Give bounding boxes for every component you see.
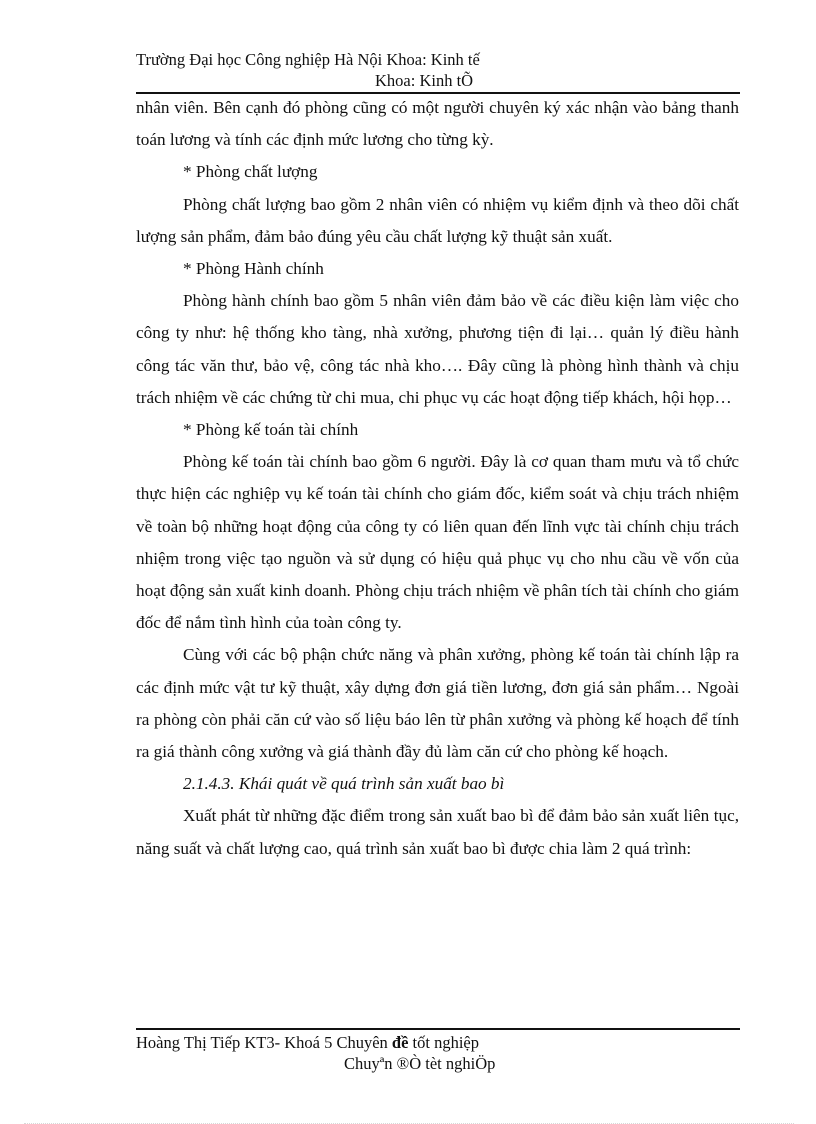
paragraph-continuation: nhân viên. Bên cạnh đó phòng cũng có một người chuyên ký xác nhận vào bảng thanh toán lương và tính các định mức lương cho từng kỳ. (136, 98, 739, 150)
footer-author (136, 1033, 479, 1053)
document-body (136, 92, 739, 865)
subheading-finance-dept: * Phòng kế toán tài chính (183, 420, 359, 440)
header-university: Trường Đại học Công nghiệp Hà Nội Khoa: Kinh tế (136, 50, 480, 69)
paragraph-quality-dept: Phòng chất lượng bao gồm 2 nhân viên có nhiệm vụ kiểm định và theo dõi chất lượng sản phẩm, đảm bảo đúng yêu cầu chất lượng kỹ thuật sản xuất. (136, 194, 739, 246)
paragraph-production-process: Xuất phát từ những đặc điểm trong sản xuất bao bì để đảm bảo sản xuất liên tục, năng suất và chất lượng cao, quá trình sản xuất bao bì được chia làm 2 quá trình: (136, 806, 739, 858)
footer-author-text: Hoàng Thị Tiếp KT3- Khoá 5 Chuyên (136, 1033, 392, 1052)
footer-author-bold: đề (391, 1033, 409, 1052)
section-heading: 2.1.4.3. Khái quát về quá trình sản xuất bao bì (183, 774, 505, 794)
footer-rule (136, 1028, 740, 1030)
paragraph-finance-cooperation: Cùng với các bộ phận chức năng và phân xưởng, phòng kế toán tài chính lập ra các định mức vật tư kỹ thuật, xây dựng đơn giá tiền lương, đơn giá sản phẩm… Ngoài ra phòng còn phải căn cứ vào số liệu báo lên từ phân xưởng và phòng kế hoạch để tính ra giá thành công xưởng và giá thành đầy đủ làm căn cứ cho phòng kế hoạch. (136, 645, 739, 762)
subheading-admin-dept: * Phòng Hành chính (183, 259, 324, 279)
paragraph-admin-dept: Phòng hành chính bao gồm 5 nhân viên đảm bảo về các điều kiện làm việc cho công ty như: hệ thống kho tàng, nhà xưởng, phương tiện đi lại… quản lý điều hành công tác văn thư, bảo vệ, công tác nhà kho…. Đây cũng là phòng hình thành và chịu trách nhiệm về các chứng từ chi mua, chi phục vụ các hoạt động tiếp khách, hội họp… (136, 291, 739, 407)
footer-title: Chuyªn ®Ò tèt nghiÖp (344, 1054, 496, 1073)
subheading-quality-dept: * Phòng chất lượng (183, 162, 318, 182)
footer-author-tail: tốt nghiệp (408, 1033, 479, 1052)
header-faculty: Khoa: Kinh tÕ (375, 71, 474, 90)
paragraph-finance-dept: Phòng kế toán tài chính bao gồm 6 người. Đây là cơ quan tham mưu và tổ chức thực hiện các nghiệp vụ kế toán tài chính cho giám đốc, kiểm soát và chịu trách nhiệm về toàn bộ những hoạt động của công ty có liên quan đến lĩnh vực tài chính chịu trách nhiệm trong việc tạo nguồn và sử dụng có hiệu quả phục vụ cho nhu cầu về vốn của hoạt động sản xuất kinh doanh. Phòng chịu trách nhiệm về phân tích tài chính cho giám đốc để nắm tình hình của toàn công ty. (136, 452, 739, 633)
